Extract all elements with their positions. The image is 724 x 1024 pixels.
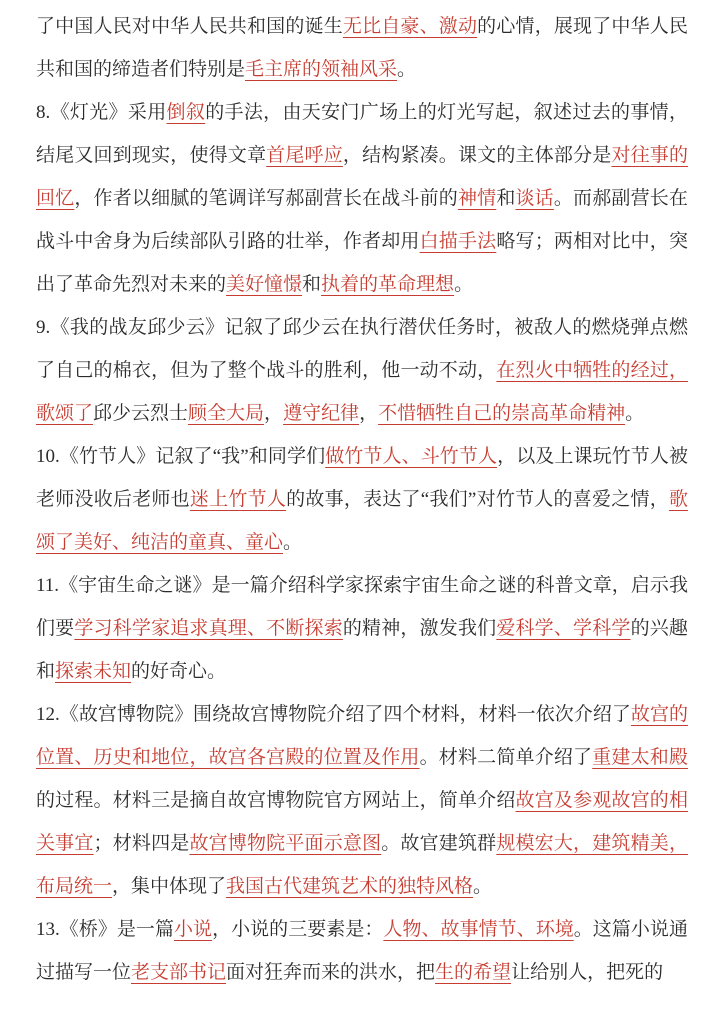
highlighted-phrase: 对往事的回忆 (36, 145, 688, 209)
paragraph (36, 435, 688, 564)
text-segment: 的心情，展现了中华人民共和国的缔造者们特别是 (36, 16, 688, 80)
text-segment: 的手法，由天安门广场上的灯光写起，叙述过去的事情，结尾又回到现实，使得文章 (36, 102, 688, 166)
paragraph (36, 5, 688, 91)
text-segment: 8.《灯光》采用 (36, 102, 167, 123)
text-segment: 。材料二简单介绍了 (419, 747, 593, 768)
highlighted-phrase: 生的希望 (435, 962, 512, 983)
highlighted-phrase: 规模宏大，建筑精美，布局统一 (36, 833, 688, 897)
highlighted-phrase: 无比自豪、激动 (342, 16, 478, 37)
text-segment: 的好奇心。 (131, 661, 227, 682)
text-segment: 邱少云烈士 (93, 403, 189, 424)
text-segment: 12.《故宫博物院》围绕故宫博物院介绍了四个材料，材料一依次介绍了 (36, 704, 631, 725)
text-segment: 。 (625, 403, 645, 424)
highlighted-phrase: 美好憧憬 (226, 274, 303, 295)
highlighted-phrase: 做竹节人、斗竹节人 (325, 446, 498, 467)
text-segment: 。 (473, 876, 493, 897)
text-segment: 的精神，激发我们 (342, 618, 497, 639)
paragraph (36, 306, 688, 435)
text-segment: ，结构紧凑。课文的主体部分是 (342, 145, 612, 166)
highlighted-phrase: 故宫及参观故宫的相关事宜 (36, 790, 688, 854)
document-content (36, 5, 688, 994)
highlighted-phrase: 重建太和殿 (592, 747, 688, 768)
highlighted-phrase: 不惜牺牲自己的崇高革命精神 (378, 403, 626, 424)
text-segment: 13.《桥》是一篇 (36, 919, 174, 940)
highlighted-phrase: 在烈火中牺牲的经过， (496, 360, 688, 381)
highlighted-phrase: 小说 (174, 919, 213, 940)
text-segment: 让给别人，把死的 (511, 962, 664, 983)
highlighted-phrase: 学习科学家追求真理、不断探索 (74, 618, 343, 639)
text-segment: 了中国人民对中华人民共和国的诞生 (36, 16, 343, 37)
text-segment: ，作者以细腻的笔调详写郝副营长在战斗前的 (74, 188, 458, 209)
text-segment: 11.《宇宙生命之谜》是一篇介绍科学家探索宇宙生命之谜的科普文章，启示我们要 (36, 575, 688, 639)
text-segment: 。这篇小说通过描写一位 (36, 919, 688, 983)
text-segment: 的过程。材料三是摘自故宫博物院官方网站上，简单介绍 (36, 790, 516, 811)
highlighted-phrase: 故宫的位置、历史和地位，故宫各宫殿的位置及作用 (36, 704, 688, 768)
highlighted-phrase: 我国古代建筑艺术的独特风格 (226, 876, 474, 897)
text-segment: ；材料四是 (93, 833, 190, 854)
paragraph (36, 908, 688, 994)
text-segment: 。而郝副营长在战斗中舍身为后续部队引路的壮举，作者却用 (36, 188, 688, 252)
highlighted-phrase: 毛主席的领袖风采 (245, 59, 398, 80)
text-segment: 和 (496, 188, 516, 209)
text-segment: ，以及上课玩竹节人被老师没收后老师也 (36, 446, 688, 510)
text-segment: 略写；两相对比中，突出了革命先烈对未来的 (36, 231, 688, 295)
text-segment: ， (264, 403, 284, 424)
highlighted-phrase: 歌颂了 (36, 403, 94, 424)
highlighted-phrase: 遵守纪律 (283, 403, 360, 424)
text-segment: 。故官建筑群 (381, 833, 497, 854)
highlighted-phrase: 白描手法 (419, 231, 497, 252)
text-segment: ，集中体现了 (112, 876, 227, 897)
highlighted-phrase: 人物、故事情节、环境 (383, 919, 574, 940)
text-segment: 。 (397, 59, 417, 80)
text-segment: 10.《竹节人》记叙了“我”和同学们 (36, 446, 326, 467)
text-segment: 的故事，表达了“我们”对竹节人的喜爱之情， (286, 489, 669, 510)
highlighted-phrase: 故宫博物院平面示意图 (189, 833, 382, 854)
highlighted-phrase: 爱科学、学科学 (496, 618, 631, 639)
text-segment: 的兴趣和 (36, 618, 688, 682)
text-segment: 和 (302, 274, 322, 295)
text-segment: 9.《我的战友邱少云》记叙了邱少云在执行潜伏任务时，被敌人的燃烧弹点燃了自己的棉衣，但为了整个战斗的胜利，他一动不动， (36, 317, 688, 381)
highlighted-phrase: 倒叙 (166, 102, 206, 123)
paragraph (36, 564, 688, 693)
highlighted-phrase: 首尾呼应 (266, 145, 343, 166)
paragraph (36, 693, 688, 908)
highlighted-phrase: 神情 (457, 188, 497, 209)
highlighted-phrase: 执着的革命理想 (321, 274, 455, 295)
highlighted-phrase: 探索未知 (55, 661, 132, 682)
text-segment: ， (359, 403, 379, 424)
text-segment: 。 (454, 274, 474, 295)
paragraph (36, 91, 688, 306)
text-segment: 面对狂奔而来的洪水，把 (226, 962, 436, 983)
highlighted-phrase: 迷上竹节人 (189, 489, 287, 510)
highlighted-phrase: 歌颂了美好、纯洁的童真、童心 (36, 489, 688, 553)
highlighted-phrase: 谈话 (515, 188, 554, 209)
text-segment: ，小说的三要素是： (212, 919, 384, 940)
highlighted-phrase: 老支部书记 (131, 962, 227, 983)
highlighted-phrase: 顾全大局 (188, 403, 265, 424)
text-segment: 。 (283, 532, 303, 553)
